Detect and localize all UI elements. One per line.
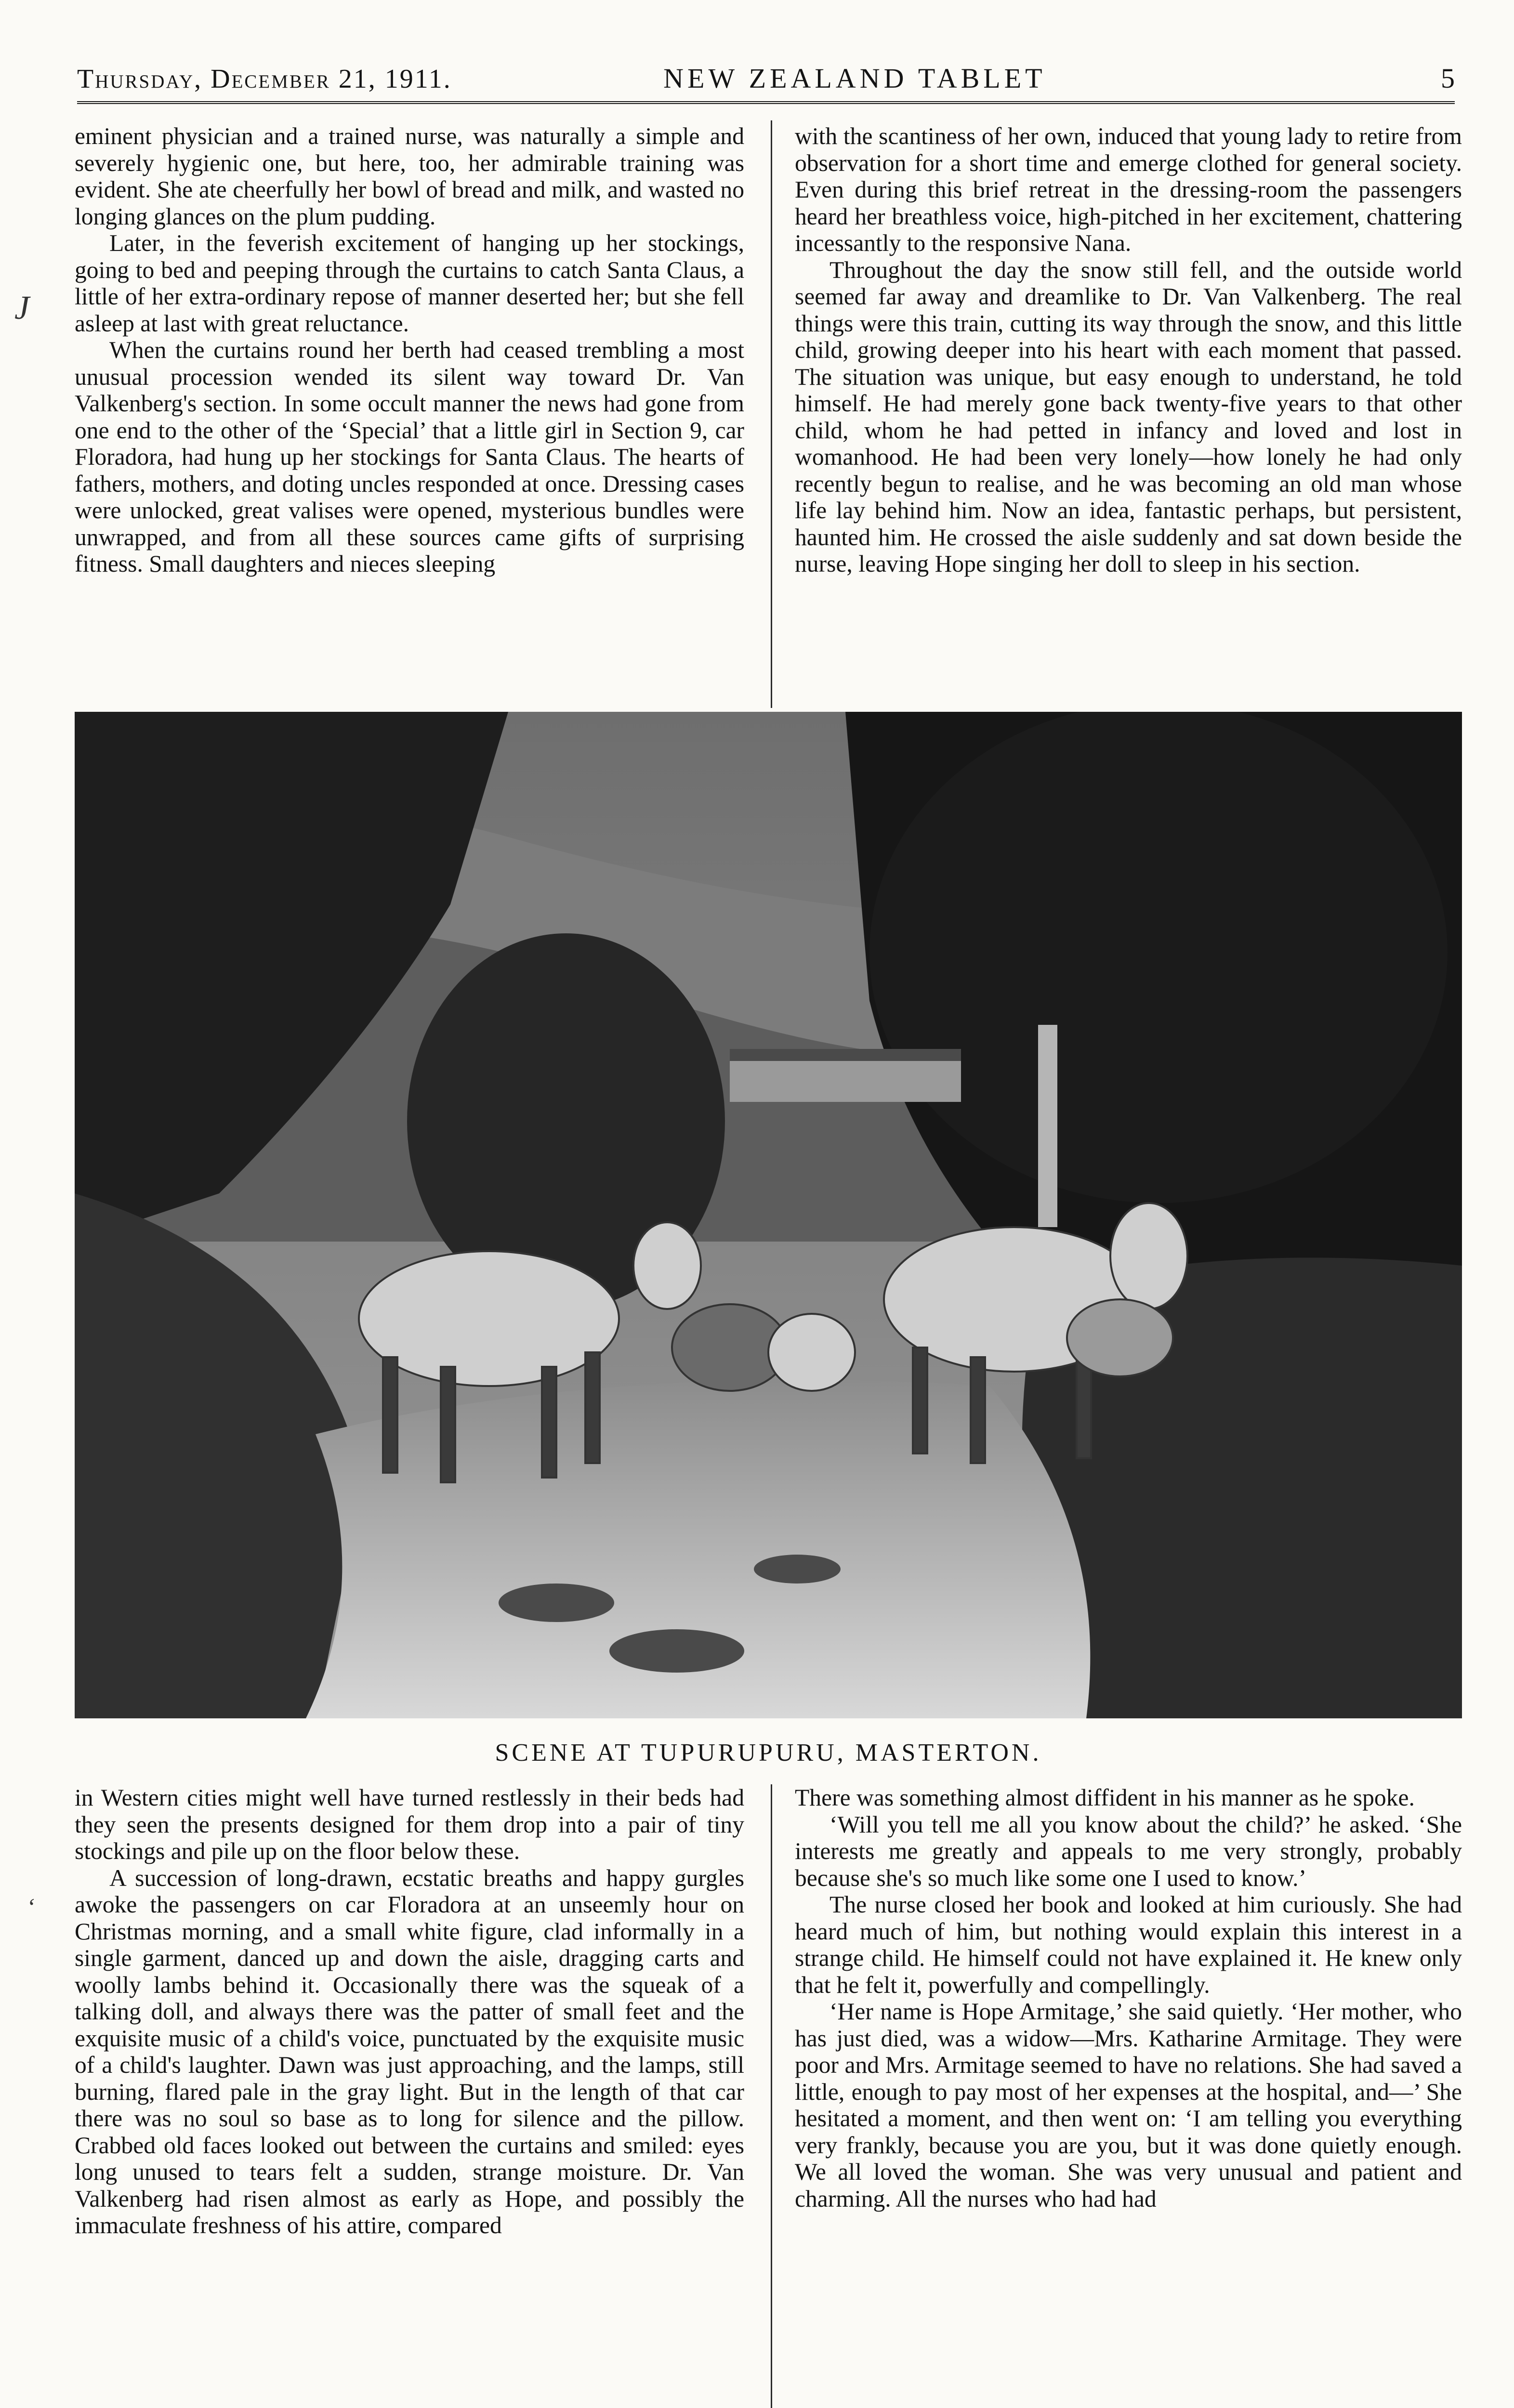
paragraph: When the curtains round her berth had ceased trembling a most unusual procession wended its silent way toward Dr. Van Valkenberg's section. In some occult manner the news had gone from one end to the other of the ‘Special’ that a little girl in Section 9, car Floradora, had hung up her stockings for Santa Claus. The hearts of fathers, mothers, and doting uncles responded at once. Dressing cases were unlocked, great valises were opened, mysterious bundles were unwrapped, and from all these sources came gifts of surprising fitness. Small daughters and nieces sleeping <box>75 337 744 577</box>
paragraph: There was something almost diffident in his manner as he spoke. <box>795 1784 1415 1811</box>
photo-caption: SCENE AT TUPURUPURU, MASTERTON. <box>495 1739 1042 1767</box>
issue-date: Thursday, December 21, 1911. <box>77 64 452 94</box>
column-divider <box>771 1784 772 2408</box>
article-column-top-left <box>75 123 744 577</box>
article-column-top-right <box>795 123 1462 577</box>
paragraph: A succession of long-drawn, ecstatic breaths and happy gurgles awoke the passengers on car Floradora at an unseemly hour on Christmas morning, and a small white figure, clad informally in a single garment, danced up and down the aisle, dragging carts and woolly lambs behind it. Occasionally there was the squeak of a talking doll, and always there was the patter of small feet and the exquisite music of a child's voice, punctuated by the exquisite music of a child's laughter. Dawn was just approaching, and the lamps, still burning, flared pale in the gray light. But in the length of that car there was no soul so base as to long for silence and the pillow. Crabbed old faces looked out between the curtains and smiled: eyes long unused to tears felt a sudden, strange moisture. Dr. Van Valkenberg had risen almost as early as Hope, and possibly the immaculate freshness of his attire, compared <box>75 1864 744 2238</box>
photograph-cattle-stream <box>75 712 1462 1718</box>
publication-title: NEW ZEALAND TABLET <box>663 63 1046 94</box>
paragraph: The nurse closed her book and looked at him curiously. She had heard much of him, but nothing would explain this interest in a strange child. He himself could not have explained it. He knew only that he felt it, powerfully and compellingly. <box>795 1891 1462 1998</box>
paragraph: ‘Will you tell me all you know about the child?’ he asked. ‘She interests me greatly and appeals to me very strongly, probably because she's so much like some one I used to know.’ <box>795 1811 1462 1891</box>
paragraph: Throughout the day the snow still fell, and the outside world seemed far away and dreamlike to Dr. Van Valkenberg. The real things were this train, cutting its way through the snow, and this little child, growing deeper into his heart with each moment that passed. The situation was unique, but easy enough to understand, he told himself. He had merely gone back twenty-five years to that other child, whom he had petted in infancy and loved and lost in womanhood. He had been very lonely—how lonely he had only recently begun to realise, and he was becoming an old man whose life lay behind him. Now an idea, fantastic perhaps, but persistent, haunted him. He crossed the aisle suddenly and sat down beside the nurse, leaving Hope singing her doll to sleep in his section. <box>795 256 1462 577</box>
paragraph: in Western cities might well have turned restlessly in their beds had they seen the presents designed for them drop into a pair of tiny stockings and pile up on the floor below these. <box>75 1784 744 1864</box>
paragraph: ‘Her name is Hope Armitage,’ she said quietly. ‘Her mother, who has just died, was a widow—Mrs. Katharine Armitage. They were poor and Mrs. Armitage seemed to have no relations. She had saved a little, enough to pay most of her expenses at the hospital, and—’ She hesitated a moment, and then went on: ‘I am telling you everything very frankly, because you are you, but it was done quietly enough. We all loved the woman. She was very unusual and patient and charming. All the nurses who had had <box>795 1998 1462 2212</box>
article-column-bottom-right <box>795 1784 1462 2212</box>
article-column-bottom-left <box>75 1784 744 2239</box>
margin-mark-top: J <box>14 289 30 327</box>
photograph-illustration <box>75 712 1462 1718</box>
page-header <box>77 48 1455 104</box>
paragraph: with the scantiness of her own, induced that young lady to retire from observation for a short time and emerge clothed for general society. Even during this brief retreat in the dressing-room the passengers heard her breathless voice, high-pitched in her excitement, chattering incessantly to the responsive Nana. <box>795 123 1462 256</box>
margin-mark-bottom: ‘ <box>26 1893 35 1920</box>
paragraph: Later, in the feverish excitement of hanging up her stockings, going to bed and peeping through the curtains to catch Santa Claus, a little of her extra-ordinary repose of manner deserted her; but she fell asleep at last with great reluctance. <box>75 230 744 337</box>
page-number: 5 <box>1440 63 1455 94</box>
column-divider <box>771 120 772 708</box>
paragraph: eminent physician and a trained nurse, was naturally a simple and severely hygienic one, but here, too, her admirable training was evident. She ate cheerfully her bowl of bread and milk, and wasted no longing glances on the plum pudding. <box>75 123 744 230</box>
